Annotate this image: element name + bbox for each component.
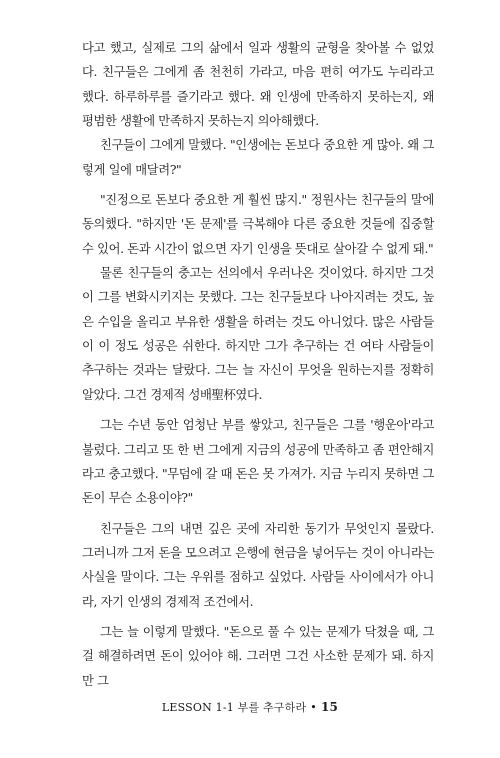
paragraph-2: 친구들이 그에게 말했다. "인생에는 돈보다 중요한 게 많아. 왜 그렇게 일에 매달려?"	[82, 138, 434, 177]
page-footer	[0, 699, 500, 715]
paragraph-3: "진정으로 돈보다 중요한 게 훨씬 많지." 정원사는 친구들의 말에 동의했다. "하지만 '돈 문제'를 극복해야 다른 중요한 것들에 집중할 수 있어. 돈과 시간이 없으면 자기 인생을 뜻대로 살아갈 수 없게 돼."	[82, 193, 434, 256]
paragraph-1: 다고 했고, 실제로 그의 삶에서 일과 생활의 균형을 찾아볼 수 없었다. 친구들은 그에게 좀 천천히 가라고, 마음 편히 여가도 누리라고 했다. 하루하루를 즐기라고 했다. 왜 인생에 만족하지 못하는지, 왜 평범한 생활에 만족하지 못하는지 의아해했다.	[82, 41, 434, 129]
paragraph-5: 그는 수년 동안 엄청난 부를 쌓았고, 친구들은 그를 '행운아'라고 불렀다. 그리고 또 한 번 그에게 지금의 성공에 만족하고 좀 편안해지라고 충고했다. "무덤에 갈 때 돈은 못 가져가. 지금 누리지 못하면 그 돈이 무슨 소용이야?"	[82, 418, 434, 506]
paragraph-6: 친구들은 그의 내면 깊은 곳에 자리한 동기가 무엇인지 몰랐다. 그러니까 그저 돈을 모으려고 은행에 현금을 넣어두는 것이 아니라는 사실을 말이다. 그는 우위를 점하고 싶었다. 사람들 사이에서가 아니라, 자기 인생의 경제적 조건에서.	[82, 521, 434, 609]
footer-separator: •	[310, 701, 317, 714]
body-text	[82, 36, 434, 693]
footer-lesson-title: LESSON 1-1 부를 추구하라	[161, 701, 307, 714]
paragraph-7: 그는 늘 이렇게 말했다. "돈으로 풀 수 있는 문제가 닥쳤을 때, 그걸 해결하려면 돈이 있어야 해. 그러면 그건 사소한 문제가 돼. 하지만 그	[82, 624, 434, 688]
page-number: 15	[321, 700, 339, 714]
paragraph-4: 물론 친구들의 충고는 선의에서 우러나온 것이었다. 하지만 그것이 그를 변화시키지는 못했다. 그는 친구들보다 나아지려는 것도, 높은 수입을 올리고 부유한 생활을 하려는 것도 아니었다. 많은 사람들이 이 정도 성공은 쉬한다. 하지만 그가 추구하는 건 여타 사람들이 추구하는 것과는 달랐다. 그는 늘 자신이 무엇을 원하는지를 정확히 알았다. 그건 경제적 성배聖杯였다.	[82, 266, 434, 402]
